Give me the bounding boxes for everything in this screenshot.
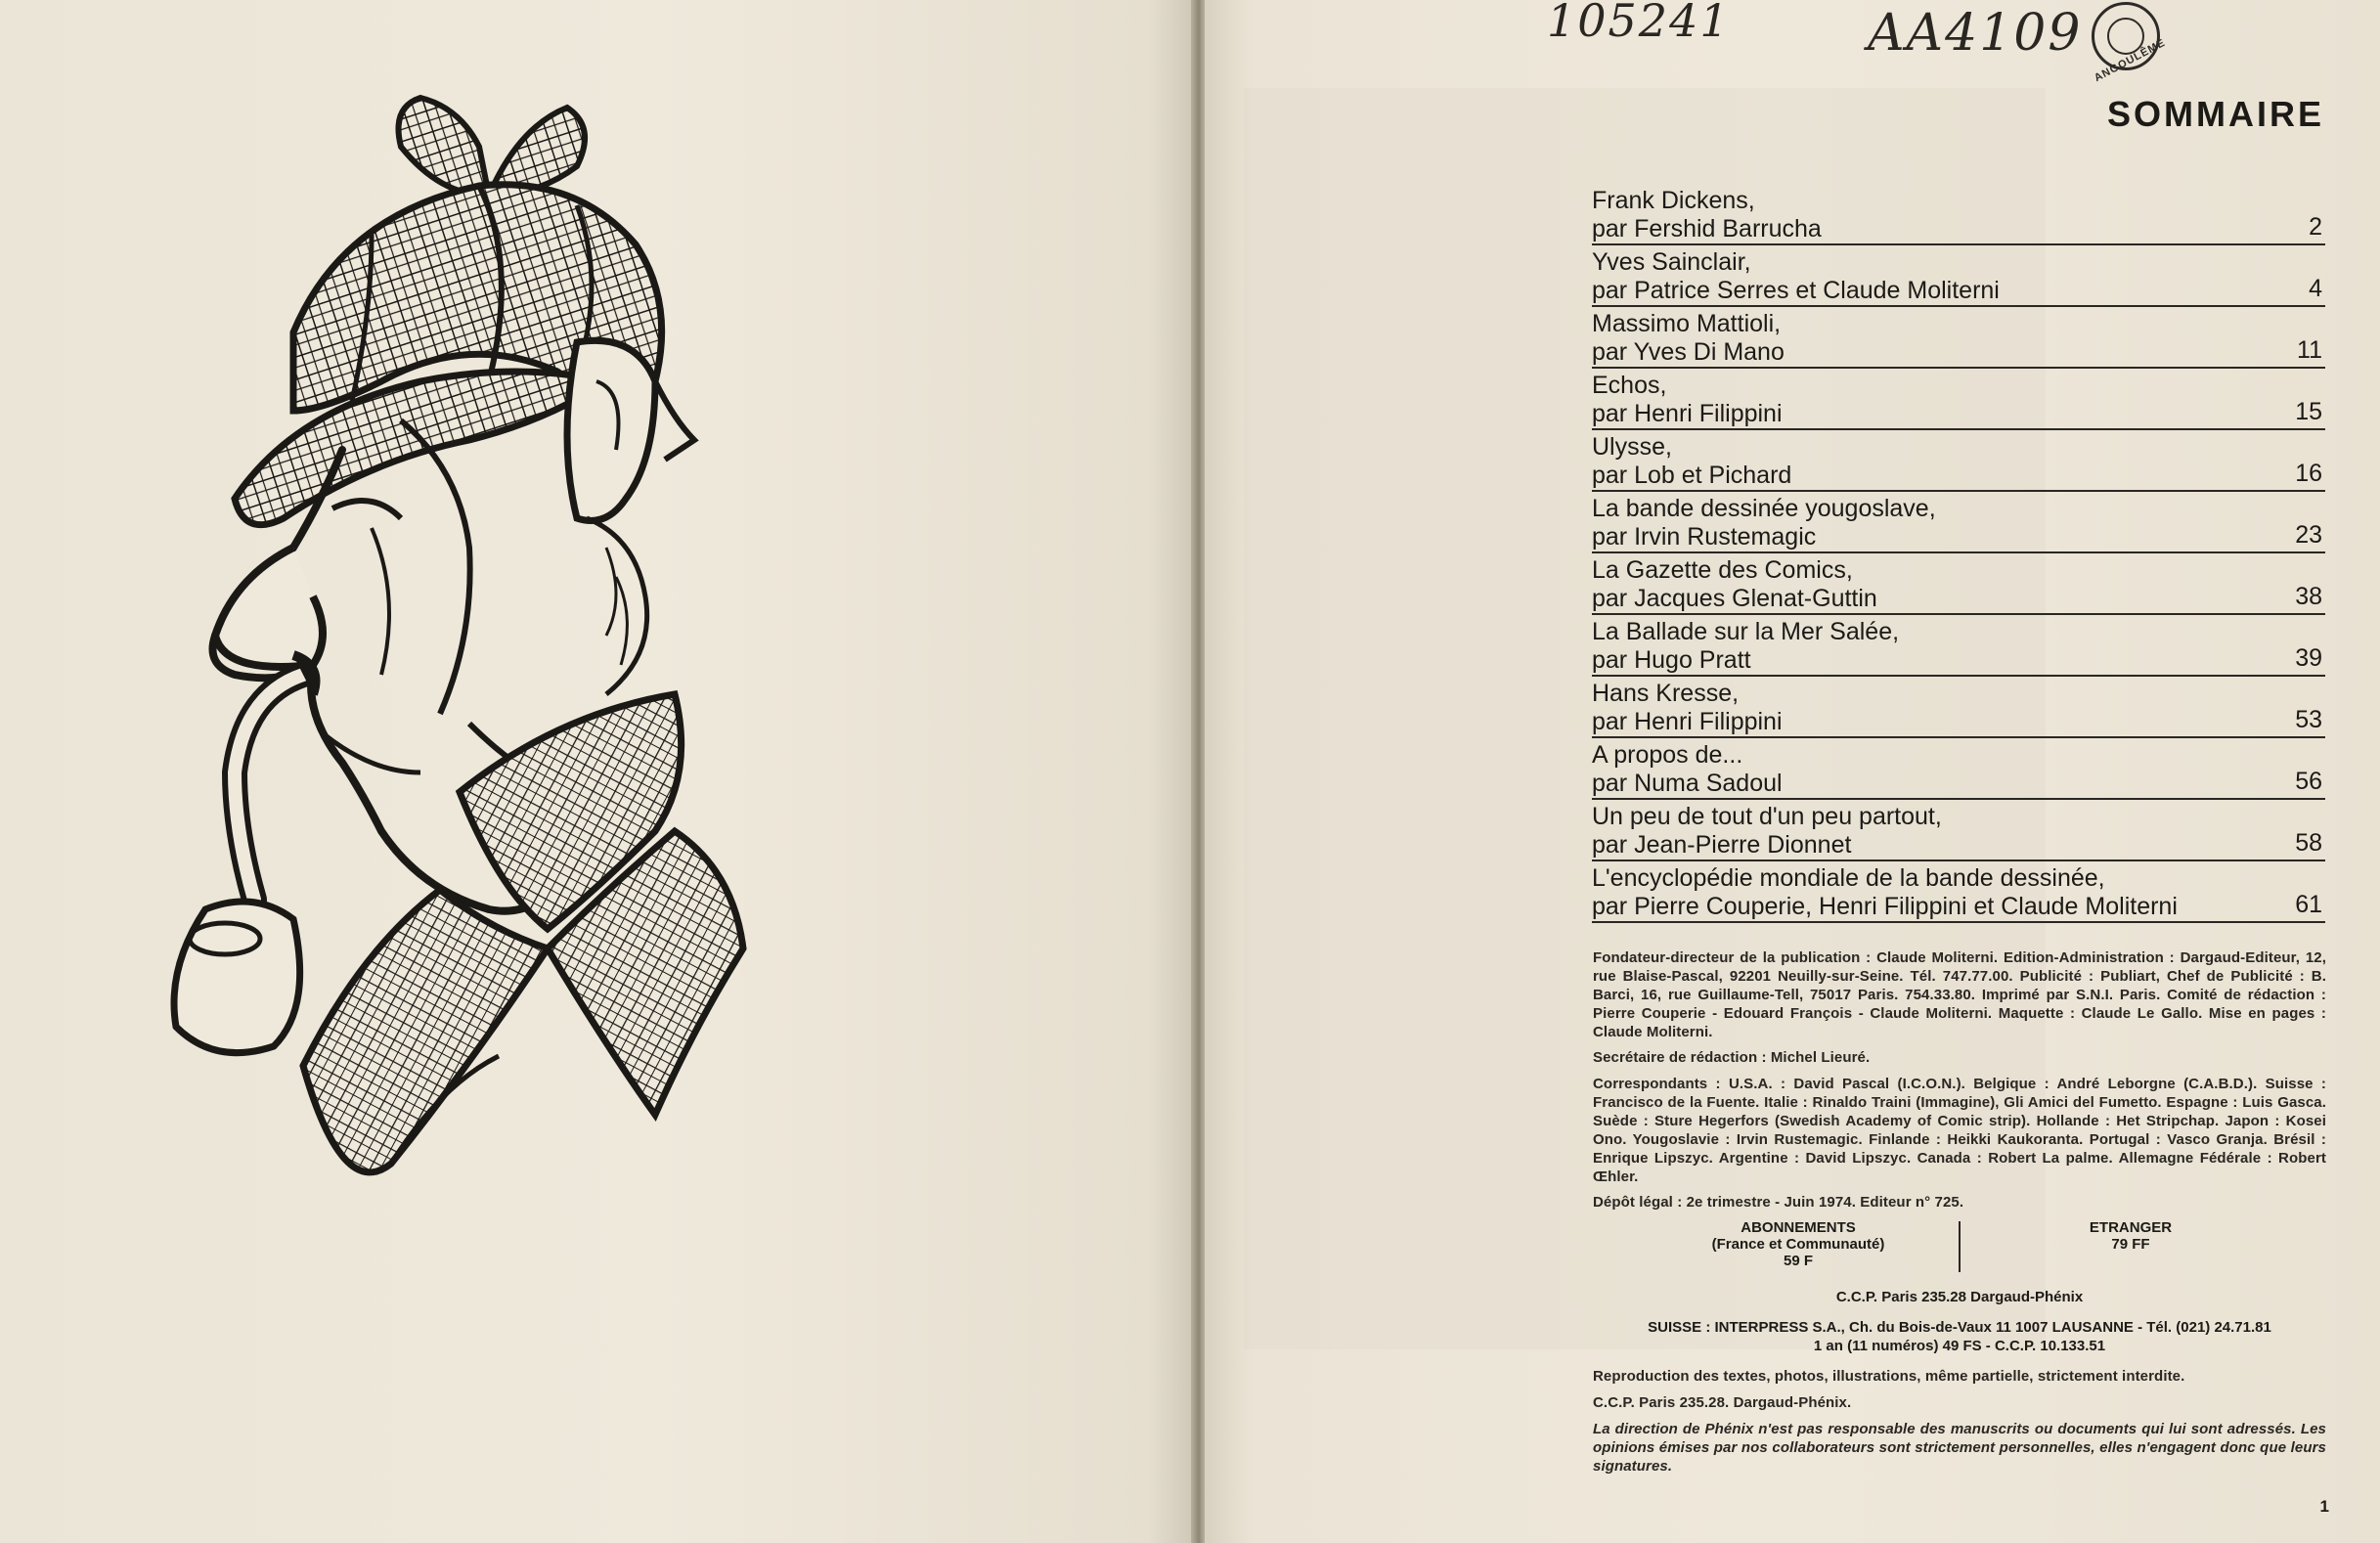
- toc-entry-page: 58: [2295, 829, 2322, 857]
- subs-right-price: 79 FF: [2111, 1236, 2150, 1253]
- toc-entry-byline: par Henri Filippini: [1592, 400, 1783, 427]
- table-of-contents: [1592, 184, 2325, 923]
- colophon-depot: Dépôt légal : 2e trimestre - Juin 1974. Editeur n° 725.: [1593, 1194, 1964, 1211]
- suisse-line2: 1 an (11 numéros) 49 FS - C.C.P. 10.133.51: [1813, 1338, 2106, 1354]
- toc-entry-title: A propos de...: [1592, 741, 1743, 769]
- toc-entry-byline: par Numa Sadoul: [1592, 770, 1783, 797]
- right-page: [1205, 0, 2380, 1543]
- ccp-bottom: C.C.P. Paris 235.28. Dargaud-Phénix.: [1593, 1394, 1852, 1411]
- colophon: [1593, 948, 2326, 1482]
- toc-entry-byline: par Pierre Couperie, Henri Filippini et Claude Moliterni: [1592, 893, 2178, 920]
- colophon-correspondents: Correspondants : U.S.A. : David Pascal (I.C.O.N.). Belgique : André Leborgne (C.A.B.D.). Suisse : Francisco de la Fuente. Italie : Rinaldo Traini (Immagine), Gli Amici del Fumetto. Espagne : Luis Gasca. Suède : Sture Hegerfors (Swedish Academy of Comic strip). Hollande : Het Stripchap. Japon : Kosei Ono. Yougoslavie : Irvin Rustemagic. Finlande : Heikki Kaukoranta. Portugal : Vasco Granja. Brésil : Enrique Lipszyc. Argentine : David Lipszyc. Canada : Robert La palme. Allemagne Fédérale : Robert Œhler.: [1593, 1076, 2326, 1185]
- toc-entry[interactable]: [1592, 615, 2325, 677]
- toc-entry[interactable]: [1592, 553, 2325, 615]
- toc-entry-page: 39: [2295, 644, 2322, 672]
- toc-entry[interactable]: [1592, 492, 2325, 553]
- toc-entry-page: 16: [2295, 460, 2322, 487]
- reproduction-notice: Reproduction des textes, photos, illustrations, même partielle, strictement interdite.: [1593, 1368, 2185, 1385]
- toc-entry-page: 53: [2295, 706, 2322, 733]
- ccp-center: C.C.P. Paris 235.28 Dargaud-Phénix: [1835, 1289, 2084, 1305]
- toc-entry-title: La Gazette des Comics,: [1592, 556, 1853, 584]
- toc-entry-page: 38: [2295, 583, 2322, 610]
- toc-entry-byline: par Irvin Rustemagic: [1592, 523, 1817, 551]
- toc-entry-title: Echos,: [1592, 372, 1667, 399]
- colophon-publication: Fondateur-directeur de la publication : Claude Moliterni. Edition-Administration : Dargaud-Editeur, 12, rue Blaise-Pascal, 92201 Neuilly-sur-Seine. Tél. 747.77.00. Publicité : Publiart, Chef de Publicité : B. Barci, 16, rue Guillaume-Tell, 75017 Paris. 754.33.80. Imprimé par S.N.I. Paris. Comité de rédaction : Pierre Couperie - Edouard François - Claude Moliterni. Maquette : Claude Le Gallo. Mise en pages : Claude Moliterni.: [1593, 949, 2326, 1040]
- toc-entry-title: La bande dessinée yougoslave,: [1592, 495, 1936, 522]
- subs-right-title: ETRANGER: [2089, 1219, 2173, 1236]
- toc-entry-page: 15: [2295, 398, 2322, 425]
- disclaimer: La direction de Phénix n'est pas responsable des manuscrits ou documents qui lui sont adressés. Les opinions émises par nos collaborateurs sont strictement personnelles, elles n'engagent donc que leurs signatures.: [1593, 1421, 2326, 1475]
- handwritten-catalog-number: 105241: [1547, 0, 1731, 47]
- toc-entry[interactable]: [1592, 430, 2325, 492]
- subs-left-price: 59 F: [1783, 1253, 1813, 1269]
- page-title: SOMMAIRE: [2107, 94, 2324, 134]
- toc-entry-title: La Ballade sur la Mer Salée,: [1592, 618, 1900, 645]
- stamp-text: ANGOULÊME: [2092, 36, 2168, 85]
- toc-entry-byline: par Jean-Pierre Dionnet: [1592, 831, 1852, 859]
- toc-entry[interactable]: [1592, 369, 2325, 430]
- toc-entry-title: L'encyclopédie mondiale de la bande dessinée,: [1592, 864, 2105, 892]
- toc-entry-page: 23: [2295, 521, 2322, 549]
- subscriptions-block: [1593, 1219, 2326, 1280]
- sherlock-caricature-illustration: [147, 88, 1076, 1457]
- toc-entry-byline: par Yves Di Mano: [1592, 338, 1785, 366]
- toc-entry-title: Frank Dickens,: [1592, 187, 1755, 214]
- toc-entry-page: 2: [2309, 213, 2322, 241]
- toc-entry-page: 4: [2309, 275, 2322, 302]
- toc-entry-page: 61: [2295, 891, 2322, 918]
- toc-entry[interactable]: [1592, 861, 2325, 923]
- toc-entry-byline: par Jacques Glenat-Guttin: [1592, 585, 1877, 612]
- page-number: 1: [2319, 1497, 2329, 1516]
- toc-entry[interactable]: [1592, 307, 2325, 369]
- handwritten-reference: AA4109: [1868, 4, 2083, 63]
- toc-entry-byline: par Henri Filippini: [1592, 708, 1783, 735]
- toc-entry[interactable]: [1592, 184, 2325, 245]
- toc-entry-title: Yves Sainclair,: [1592, 248, 1751, 276]
- toc-entry-title: Ulysse,: [1592, 433, 1672, 461]
- toc-entry-byline: par Lob et Pichard: [1592, 462, 1792, 489]
- subscriptions-domestic: [1681, 1219, 1916, 1269]
- subscriptions-foreign: [2043, 1219, 2219, 1253]
- suisse-info: [1593, 1318, 2326, 1355]
- toc-entry[interactable]: [1592, 677, 2325, 738]
- toc-entry-page: 11: [2297, 336, 2322, 364]
- toc-entry-byline: par Patrice Serres et Claude Moliterni: [1592, 277, 2000, 304]
- toc-entry[interactable]: [1592, 738, 2325, 800]
- subs-divider: [1959, 1221, 1961, 1272]
- toc-entry-byline: par Fershid Barrucha: [1592, 215, 1822, 242]
- toc-entry[interactable]: [1592, 245, 2325, 307]
- subs-left-sub: (France et Communauté): [1711, 1236, 1885, 1253]
- toc-entry[interactable]: [1592, 800, 2325, 861]
- subs-left-title: ABONNEMENTS: [1741, 1219, 1856, 1236]
- suisse-line1: SUISSE : INTERPRESS S.A., Ch. du Bois-de-Vaux 11 1007 LAUSANNE - Tél. (021) 24.71.81: [1648, 1319, 2271, 1336]
- toc-entry-title: Un peu de tout d'un peu partout,: [1592, 803, 1942, 830]
- toc-entry-byline: par Hugo Pratt: [1592, 646, 1751, 674]
- toc-entry-title: Massimo Mattioli,: [1592, 310, 1782, 337]
- toc-entry-page: 56: [2295, 768, 2322, 795]
- colophon-secretary: Secrétaire de rédaction : Michel Lieuré.: [1593, 1049, 1871, 1066]
- toc-entry-title: Hans Kresse,: [1592, 680, 1740, 707]
